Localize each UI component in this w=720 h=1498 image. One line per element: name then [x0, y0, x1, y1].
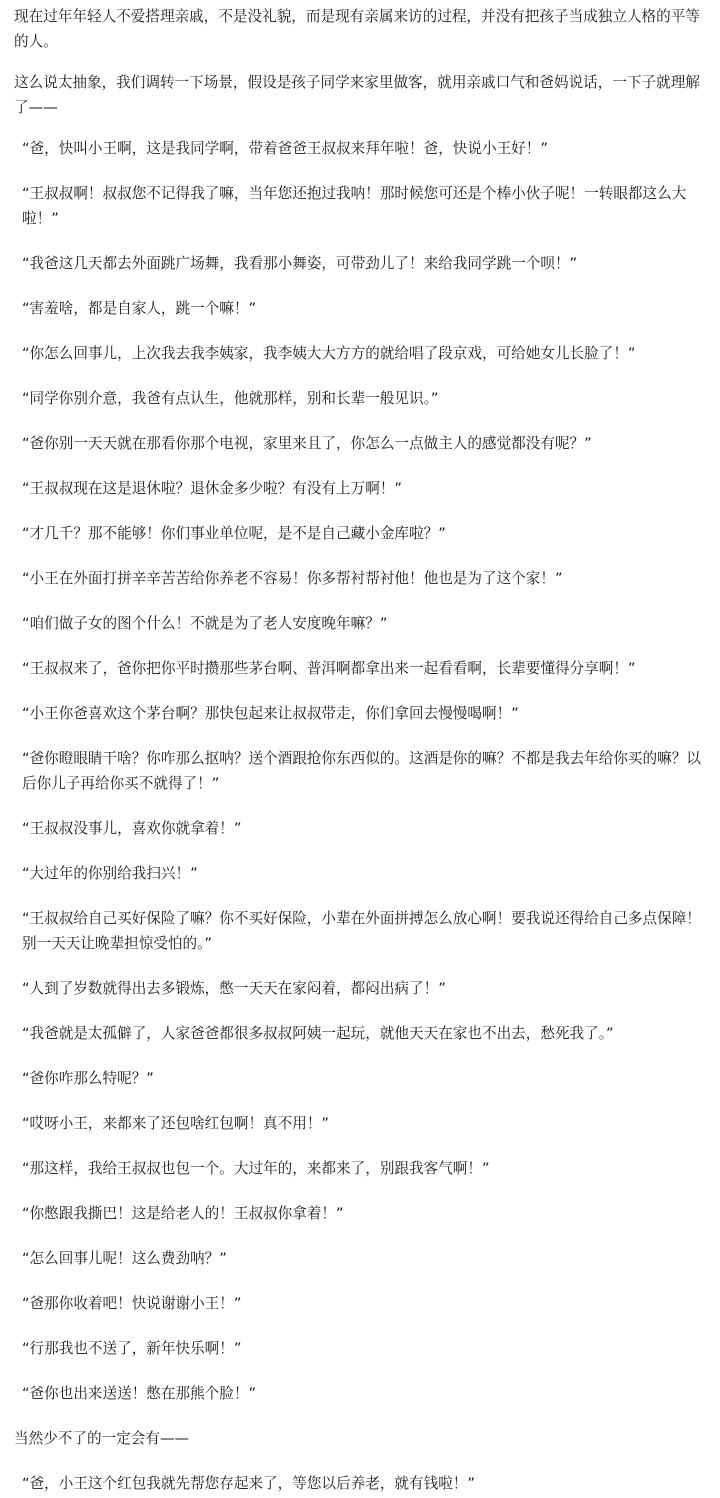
dialogue-line: “咱们做子女的图个什么！不就是为了老人安度晚年嘛？”	[22, 615, 388, 632]
dialogue-line: “哎呀小王，来都来了还包啥红包啊！真不用！”	[22, 1115, 329, 1132]
dialogue-line: “你怎么回事儿，上次我去我李姨家，我李姨大大方方的就给唱了段京戏，可给她女儿长脸了！”	[22, 345, 636, 362]
dialogue-line: “害羞啥，都是自家人，跳一个嘛！”	[22, 300, 257, 317]
dialogue-line: “你憋跟我撕巴！这是给老人的！王叔叔你拿着！”	[22, 1205, 344, 1222]
dialogue-line: “爸，小王这个红包我就先帮您存起来了，等您以后养老，就有钱啦！”	[22, 1475, 475, 1492]
dialogue-line: “爸你咋那么特呢？”	[22, 1070, 154, 1087]
dialogue-line: “小王在外面打拼辛辛苦苦给你养老不容易！你多帮衬帮衬他！他也是为了这个家！”	[22, 570, 563, 587]
dialogue-line: “王叔叔给自己买好保险了嘛？你不买好保险，小辈在外面拼搏怎么放心啊！要我说还得给自己多点保障！别一天天让晚辈担惊受怕的。”	[22, 910, 701, 952]
dialogue-line: “爸，快叫小王啊，这是我同学啊，带着爸爸王叔叔来拜年啦！爸，快说小王好！”	[22, 140, 548, 157]
intro-paragraph: 这么说太抽象，我们调转一下场景，假设是孩子同学来家里做客，就用亲戚口气和爸妈说话，一下子就理解了——	[14, 74, 700, 116]
dialogue-line: “怎么回事儿呢！这么费劲呐？”	[22, 1250, 227, 1267]
dialogue-line: “爸你瞪眼睛干啥？你咋那么抠呐？送个酒跟抢你东西似的。这酒是你的嘛？不都是我去年给你买的嘛？以后你儿子再给你买不就得了！”	[22, 750, 701, 792]
dialogue-line: “才几千？那不能够！你们事业单位呢，是不是自己藏小金库啦？”	[22, 525, 446, 542]
dialogue-line: “小王你爸喜欢这个茅台啊？那快包起来让叔叔带走，你们拿回去慢慢喝啊！”	[22, 705, 519, 722]
dialogue-line: “王叔叔啊！叔叔您不记得我了嘛，当年您还抱过我呐！那时候您可还是个棒小伙子呢！一转眼都这么大啦！”	[22, 185, 687, 227]
dialogue-line: “我爸就是太孤僻了，人家爸爸都很多叔叔阿姨一起玩，就他天天在家也不出去，愁死我了。”	[22, 1025, 614, 1042]
dialogue-line: “人到了岁数就得出去多锻炼，憋一天天在家闷着，都闷出病了！”	[22, 980, 446, 997]
dialogue-line: “那这样，我给王叔叔也包一个。大过年的，来都来了，别跟我客气啊！”	[22, 1160, 490, 1177]
dialogue-line: “我爸这几天都去外面跳广场舞，我看那小舞姿，可带劲儿了！来给我同学跳一个呗！”	[22, 255, 578, 272]
dialogue-line: “王叔叔现在这是退休啦？退休金多少啦？有没有上万啊！”	[22, 480, 402, 497]
dialogue-line: “爸你也出来送送！憋在那熊个脸！”	[22, 1385, 257, 1402]
dialogue-line: “大过年的你别给我扫兴！”	[22, 865, 198, 882]
dialogue-line: “同学你别介意，我爸有点认生，他就那样，别和长辈一般见识。”	[22, 390, 439, 407]
dialogue-line: “行那我也不送了，新年快乐啊！”	[22, 1340, 242, 1357]
dialogue-line: “爸你别一天天就在那看你那个电视，家里来且了，你怎么一点做主人的感觉都没有呢？”	[22, 435, 592, 452]
dialogue-line: “爸那你收着吧！快说谢谢小王！”	[22, 1295, 242, 1312]
dialogue-line: “王叔叔没事儿，喜欢你就拿着！”	[22, 820, 242, 837]
intro-paragraph: 现在过年年轻人不爱搭理亲戚，不是没礼貌，而是现有亲属来访的过程，并没有把孩子当成独立人格的平等的人。	[14, 8, 700, 50]
narration-line: 当然少不了的一定会有——	[14, 1430, 190, 1447]
dialogue-line: “王叔叔来了，爸你把你平时攒那些茅台啊、普洱啊都拿出来一起看看啊，长辈要懂得分享啊！”	[22, 660, 636, 677]
